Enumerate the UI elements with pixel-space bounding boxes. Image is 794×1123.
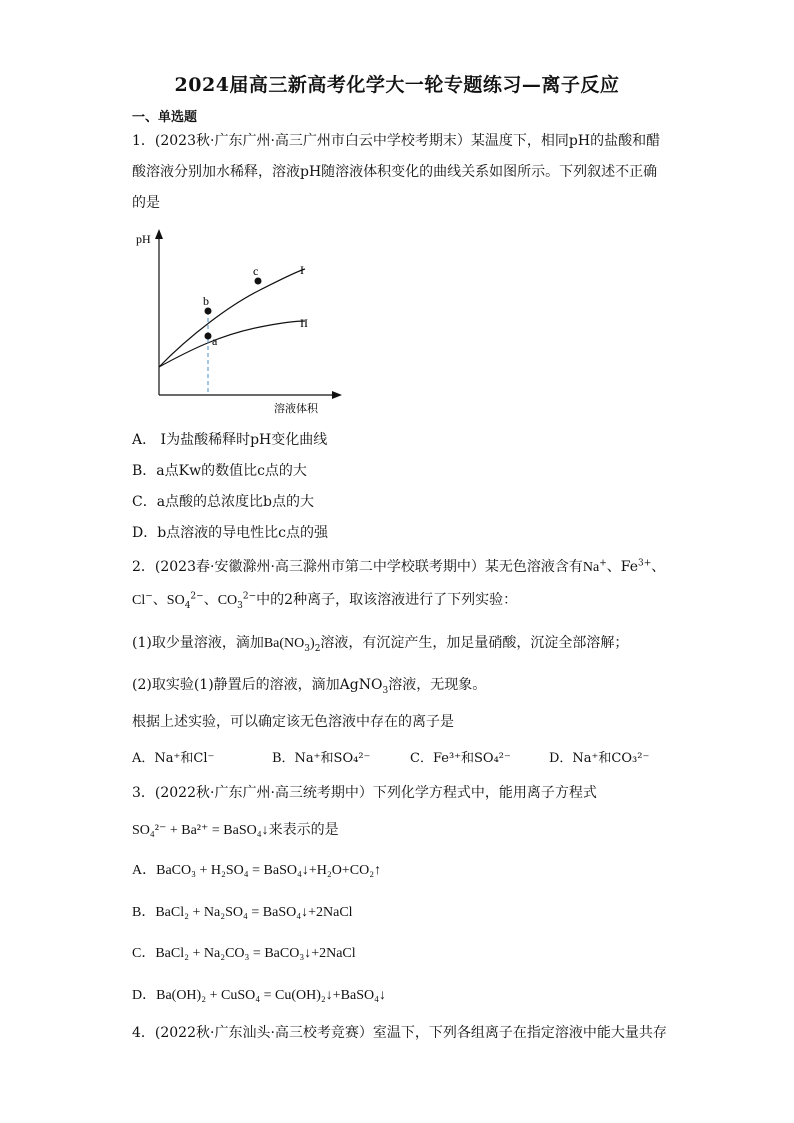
label-a: a: [212, 334, 218, 348]
curve-I: [159, 269, 305, 367]
q2-option-a: A．Na⁺和Cl⁻: [132, 751, 215, 766]
section-heading: 一、单选题: [132, 110, 198, 125]
step1-text: (1)取少量溶液，滴加: [132, 635, 264, 651]
q3-option-d: D．Ba(OH)₂ + CuSO₄ = Cu(OH)₂↓+BaSO₄↓: [132, 988, 386, 1003]
q2-option-c: C．Fe³⁺和SO₄²⁻: [410, 751, 511, 766]
ion-so4: 、SO: [152, 593, 185, 608]
q2-stem-line2: Cl−、$SO_4^{2-}$、$CO_3^{2-}$中的2种离子，取该溶液进行了下列实验：: [132, 591, 518, 611]
reagent-ba-no3: Ba(NO: [263, 636, 305, 651]
point-a: [205, 333, 212, 340]
q2-step1: (1)取少量溶液，滴加$Ba(NO_3)_2$溶液，有沉淀产生，加足量硝酸，沉淀全部溶解；: [132, 635, 629, 654]
point-c: [255, 278, 262, 285]
q2-option-b: B．Na⁺和SO₄²⁻: [272, 751, 371, 766]
label-b: b: [203, 294, 209, 308]
q1-option-d: D．b点溶液的导电性比c点的强: [132, 525, 329, 541]
x-axis-label: 溶液体积: [274, 403, 318, 415]
q1-stem-line1: 1．(2023秋·广东广州·高三广州市白云中学校考期末）某温度下，相同pH的盐酸和醋: [132, 133, 661, 149]
y-axis-label: pH: [136, 232, 151, 246]
q2-step2: (2)取实验(1)静置后的溶液，滴加AgNO$_3$溶液，无现象。: [132, 677, 487, 696]
point-b: [205, 308, 212, 315]
ionic-equation: SO₄²⁻ + Ba²⁺ = BaSO₄↓: [132, 823, 269, 838]
separator: 、: [651, 559, 666, 575]
step1-tail: 溶液，有沉淀产生，加足量硝酸，沉淀全部溶解；: [320, 635, 629, 651]
q1-stem-line2: 酸溶液分别加水稀释，溶液pH随溶液体积变化的曲线关系如图所示。下列叙述不正确: [132, 164, 658, 180]
ion-co3: 、CO: [203, 593, 238, 608]
q1-stem-line3: 的是: [132, 195, 160, 211]
paren: ): [310, 636, 315, 651]
page-title: 2024届高三新高考化学大一轮专题练习—离子反应: [174, 74, 620, 96]
label-c: c: [253, 264, 259, 278]
curve-II: [159, 321, 305, 367]
q3-option-a: A．BaCO₃ + H₂SO₄ = BaSO₄↓+H₂O+CO₂↑: [132, 863, 382, 878]
q2-conclusion: 根据上述实验，可以确定该无色溶液中存在的离子是: [132, 714, 454, 730]
x-axis-arrow: [332, 391, 342, 399]
label-curve-II: II: [300, 316, 308, 330]
q4-stem-line1: 4．(2022秋·广东汕头·高三校考竞赛）室温下，下列各组离子在指定溶液中能大量共存: [132, 1025, 667, 1041]
q2-option-d: D．Na⁺和CO₃²⁻: [549, 751, 650, 766]
q3-option-b: B．BaCl₂ + Na₂SO₄ = BaSO₄↓+2NaCl: [132, 905, 353, 920]
q2-stem-tail: 中的2种离子，取该溶液进行了下列实验：: [256, 592, 518, 608]
q1-ph-dilution-figure: [130, 225, 345, 415]
y-axis-arrow: [155, 229, 163, 239]
q1-option-c: C．a点酸的总浓度比b点的大: [132, 494, 315, 510]
q3-stem-tail: 来表示的是: [268, 822, 339, 838]
q2-stem-text: 2．(2023春·安徽滁州·高三滁州市第二中学校联考期中）某无色溶液含有: [132, 559, 583, 575]
q2-stem-line1: 2．(2023春·安徽滁州·高三滁州市第二中学校联考期中）某无色溶液含有Na+、$Fe^{3+}$、: [132, 558, 666, 575]
ion-fe: 、Fe: [606, 559, 639, 575]
q1-option-b: B．a点Kw的数值比c点的大: [132, 463, 307, 479]
q1-option-a: A． I为盐酸稀释时pH变化曲线: [132, 432, 328, 448]
ion-na: Na: [582, 560, 600, 575]
q3-stem-line2: [132, 820, 339, 841]
ion-cl: Cl: [132, 593, 146, 608]
step2-tail: 溶液，无现象。: [388, 677, 487, 693]
step2-text: (2)取实验(1)静置后的溶液，滴加AgNO: [132, 677, 383, 693]
q3-option-c: C．BaCl₂ + Na₂CO₃ = BaCO₃↓+2NaCl: [132, 946, 356, 961]
q3-stem-line1: 3．(2022秋·广东广州·高三统考期中）下列化学方程式中，能用离子方程式: [132, 785, 597, 801]
label-curve-I: I: [300, 263, 304, 277]
